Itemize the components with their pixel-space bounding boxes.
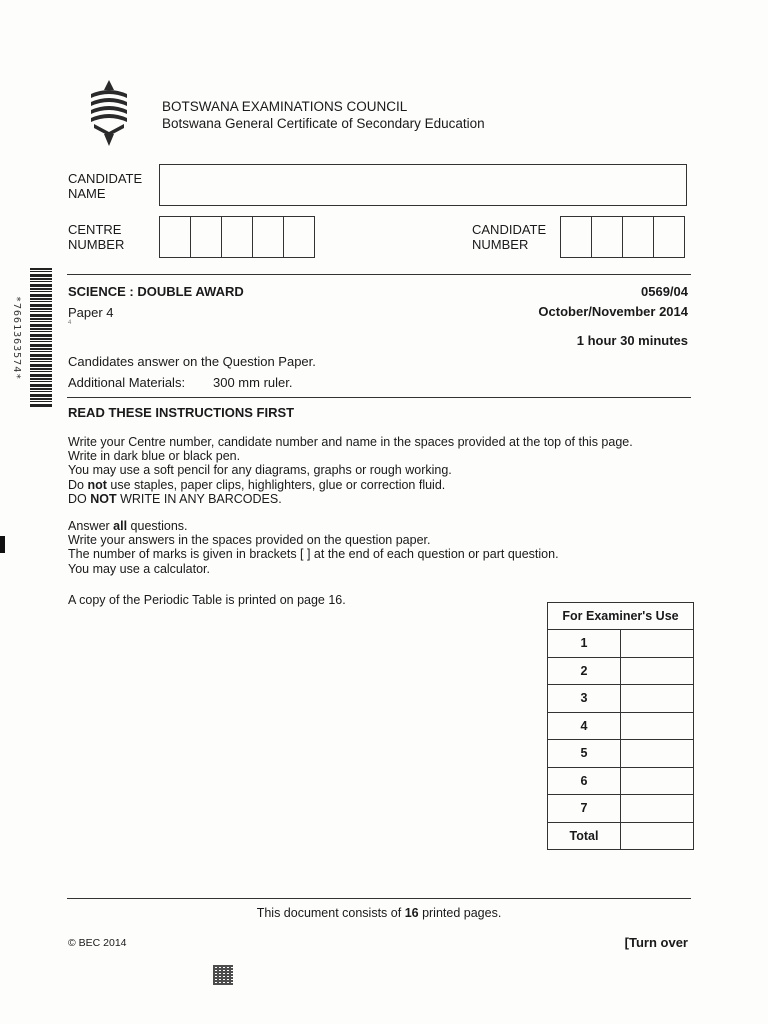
centre-number-cell[interactable] [283,216,315,258]
qr-code [213,965,233,985]
instruction-line: Do not use staples, paper clips, highlighters, glue or correction fluid. [68,477,446,492]
candidate-number-cell[interactable] [591,216,623,258]
margin-mark [0,536,5,553]
instructions-heading: READ THESE INSTRUCTIONS FIRST [68,405,295,420]
candidate-number-field[interactable] [560,216,685,258]
instructions-divider [67,397,691,398]
candidate-number-cell[interactable] [560,216,592,258]
instruction-line: You may use a soft pencil for any diagrams, graphs or rough working. [68,463,452,478]
centre-number-cell[interactable] [252,216,284,258]
table-row: 3 [548,685,694,713]
candidate-name-label: CANDIDATE NAME [68,171,143,201]
certificate-name: Botswana General Certificate of Secondary Education [162,116,485,131]
centre-number-cell[interactable] [159,216,191,258]
candidate-number-cell[interactable] [653,216,685,258]
table-row: 6 [548,767,694,795]
paper-number: Paper 4 [68,305,114,320]
mark-cell[interactable] [621,740,694,768]
periodic-table-note: A copy of the Periodic Table is printed on page 16. [68,593,346,607]
copyright: © BEC 2014 [68,937,127,949]
instruction-line: DO NOT WRITE IN ANY BARCODES. [68,491,282,506]
mark-cell[interactable] [621,767,694,795]
candidate-number-cell[interactable] [622,216,654,258]
materials-label: Additional Materials: [68,375,186,390]
answer-on-paper: Candidates answer on the Question Paper. [68,354,316,369]
exam-duration: 1 hour 30 minutes [576,333,688,348]
table-row: 2 [548,657,694,685]
mark-cell[interactable] [621,685,694,713]
exam-session: October/November 2014 [538,304,688,319]
mark-cell[interactable] [621,630,694,658]
centre-number-cell[interactable] [190,216,222,258]
table-row: Total [548,822,694,850]
mark-cell[interactable] [621,822,694,850]
instruction-line: Write your answers in the spaces provided on the question paper. [68,533,431,548]
bec-logo [86,80,132,146]
examiner-use-table [547,602,694,850]
turn-over: [Turn over [624,935,688,950]
footer-divider [67,898,691,899]
top-divider [67,274,691,275]
centre-number-cell[interactable] [221,216,253,258]
centre-number-label: CENTRE NUMBER [68,222,125,252]
paper-code: 0569/04 [641,284,688,299]
instruction-line: Answer all questions. [68,519,188,533]
barcode [30,268,52,408]
examiner-table-title: For Examiner's Use [548,603,694,630]
instructions-block-2 [68,519,708,576]
mark-cell[interactable] [621,657,694,685]
instruction-line: Write in dark blue or black pen. [68,449,241,464]
org-name: BOTSWANA EXAMINATIONS COUNCIL [162,99,408,114]
paper-number-small: 4 [68,320,72,326]
candidate-number-label: CANDIDATE NUMBER [472,222,547,252]
table-row: 4 [548,712,694,740]
instruction-line: You may use a calculator. [68,561,210,576]
table-row: 5 [548,740,694,768]
subject-title: SCIENCE : DOUBLE AWARD [68,284,244,299]
centre-number-field[interactable] [159,216,315,258]
instruction-line: Write your Centre number, candidate number and name in the spaces provided at the top of this page. [68,435,633,449]
barcode-number: *7661363574* [11,295,22,381]
mark-cell[interactable] [621,795,694,823]
table-row: 7 [548,795,694,823]
mark-cell[interactable] [621,712,694,740]
candidate-name-field[interactable] [159,164,687,206]
materials-value: 300 mm ruler. [213,375,293,390]
instructions-block-1 [68,435,708,506]
table-row: 1 [548,630,694,658]
instruction-line: The number of marks is given in brackets [ ] at the end of each question or part question. [68,547,559,562]
page-count: This document consists of 16 printed pages. [256,906,502,920]
